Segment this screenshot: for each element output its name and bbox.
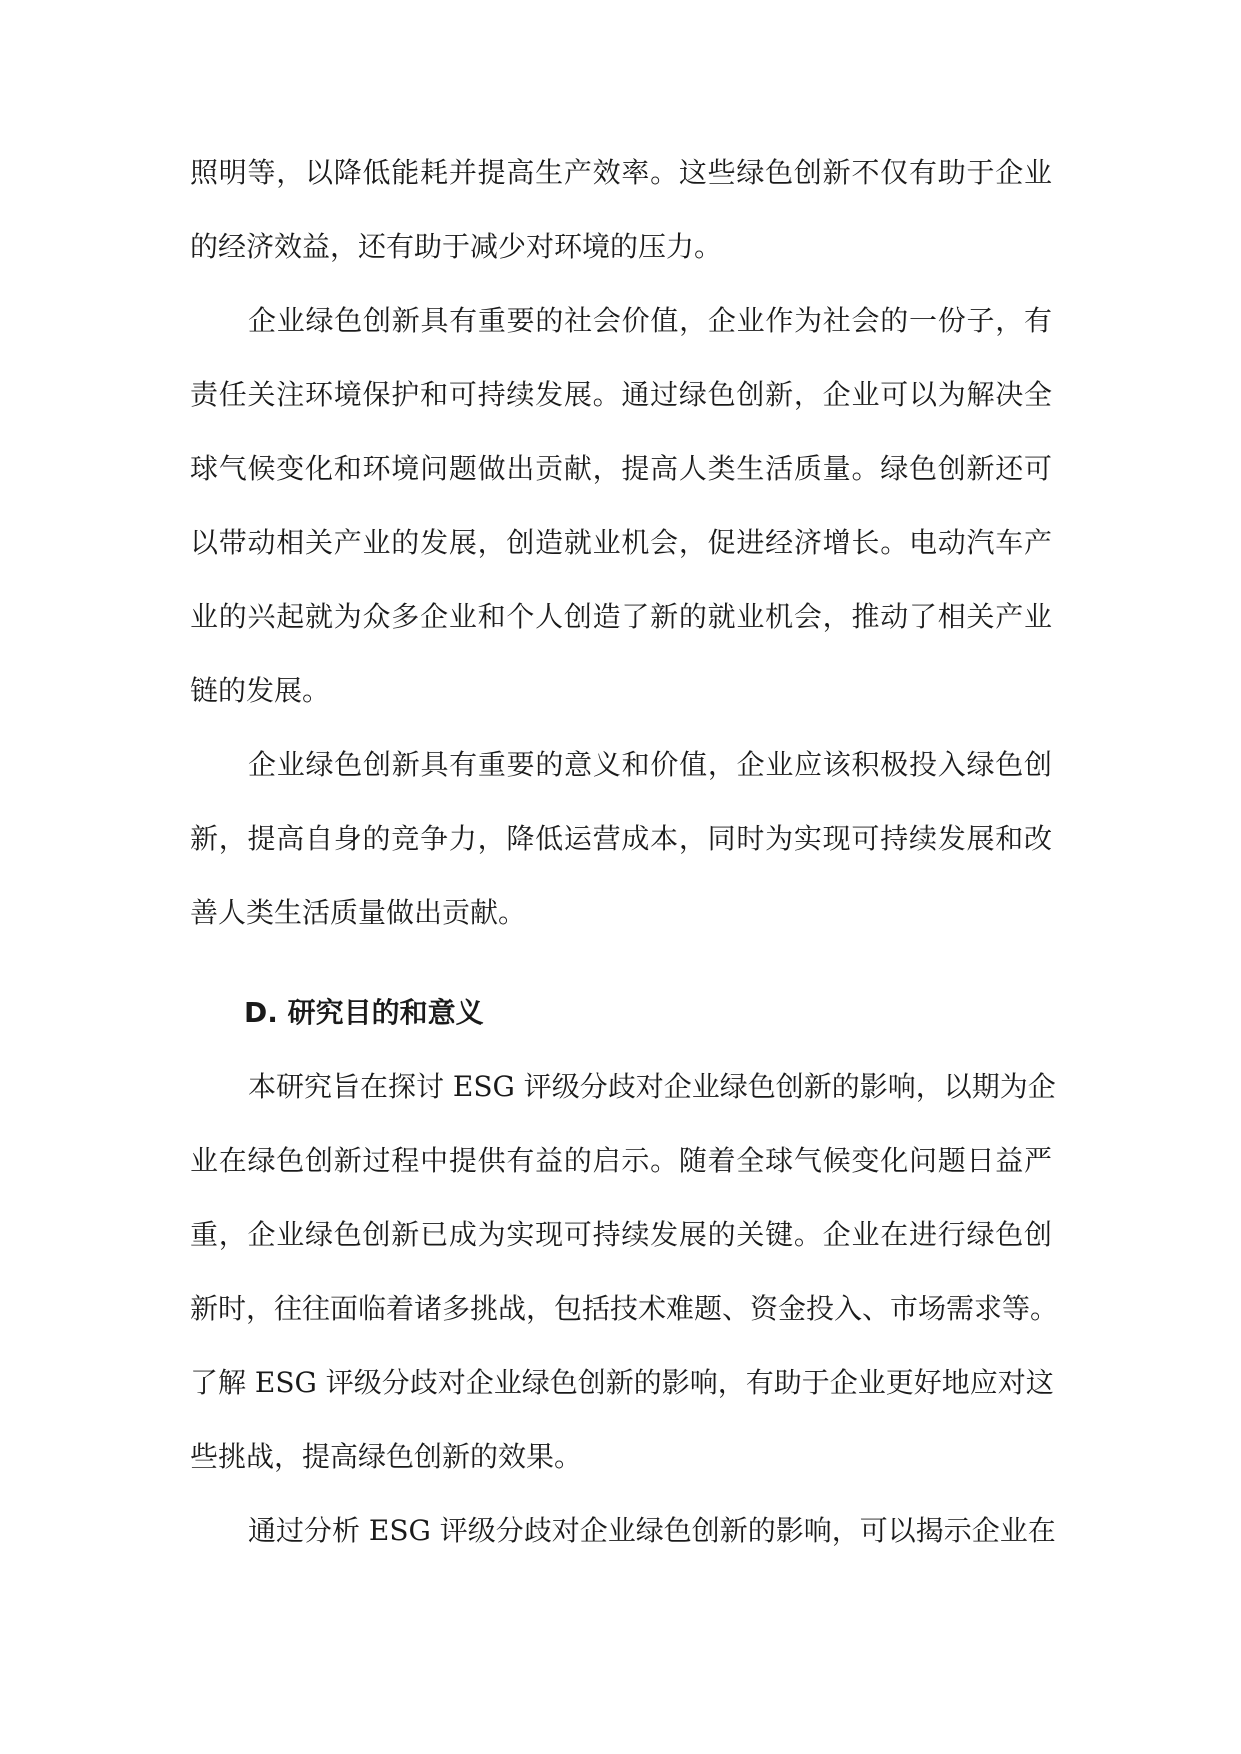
text-line: 照明等，以降低能耗并提高生产效率。这些绿色创新不仅有助于企业 <box>190 156 1052 189</box>
paragraph <box>190 1494 1056 1568</box>
section-heading: D. 研究目的和意义 <box>244 996 484 1029</box>
text-line: 链的发展。 <box>190 674 331 707</box>
paragraph <box>190 728 1052 950</box>
text-line: 些挑战，提高绿色创新的效果。 <box>190 1440 583 1473</box>
text-line: 本研究旨在探讨 ESG 评级分歧对企业绿色创新的影响，以期为企 <box>248 1070 1056 1103</box>
text-line: 的经济效益，还有助于减少对环境的压力。 <box>190 230 723 263</box>
text-line: 了解 ESG 评级分歧对企业绿色创新的影响，有助于企业更好地应对这 <box>190 1366 1054 1399</box>
document-body <box>190 136 1059 1568</box>
text-line: 业在绿色创新过程中提供有益的启示。随着全球气候变化问题日益严 <box>190 1144 1052 1177</box>
text-line: 球气候变化和环境问题做出贡献，提高人类生活质量。绿色创新还可 <box>190 452 1052 485</box>
paragraph <box>190 1050 1059 1494</box>
text-line: 新时，往往面临着诸多挑战，包括技术难题、资金投入、市场需求等。 <box>190 1292 1059 1325</box>
text-line: 企业绿色创新具有重要的意义和价值，企业应该积极投入绿色创 <box>248 748 1052 781</box>
text-line: 通过分析 ESG 评级分歧对企业绿色创新的影响，可以揭示企业在 <box>248 1514 1056 1547</box>
paragraph <box>190 136 1052 284</box>
text-line: 责任关注环境保护和可持续发展。通过绿色创新，企业可以为解决全 <box>190 378 1052 411</box>
text-line: 业的兴起就为众多企业和个人创造了新的就业机会，推动了相关产业 <box>190 600 1052 633</box>
text-line: 以带动相关产业的发展，创造就业机会，促进经济增长。电动汽车产 <box>190 526 1052 559</box>
text-line: 企业绿色创新具有重要的社会价值，企业作为社会的一份子，有 <box>248 304 1052 337</box>
text-line: 新，提高自身的竞争力，降低运营成本，同时为实现可持续发展和改 <box>190 822 1052 855</box>
section-spacer <box>190 950 1052 976</box>
text-line: 善人类生活质量做出贡献。 <box>190 896 527 929</box>
paragraph <box>190 284 1052 728</box>
text-line: 重，企业绿色创新已成为实现可持续发展的关键。企业在进行绿色创 <box>190 1218 1052 1251</box>
